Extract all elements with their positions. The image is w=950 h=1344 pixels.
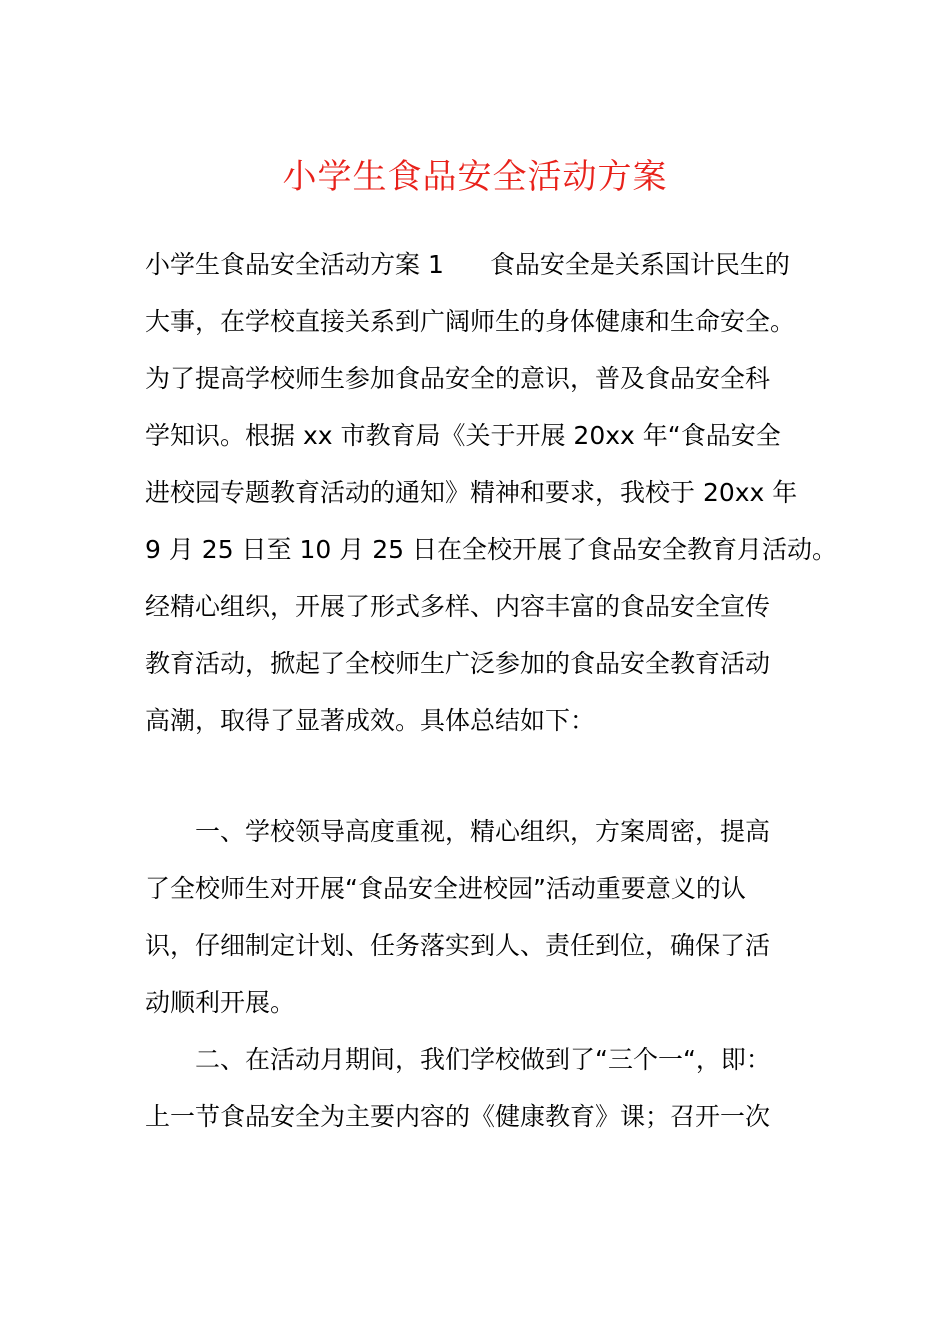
paragraph-line: 高潮，取得了显著成效。具体总结如下： [145,706,596,735]
paragraph-line: 进校园专题教育活动的通知》精神和要求，我校于 20xx 年 [145,478,798,507]
paragraph-line: 9 月 25 日至 10 月 25 日在全校开展了食品安全教育月活动。 [145,535,837,564]
paragraph-line: 大事，在学校直接关系到广阔师生的身体健康和生命安全。 [145,307,796,336]
paragraph-line: 动顺利开展。 [145,988,296,1017]
paragraph-line: 上一节食品安全为主要内容的《健康教育》课；召开一次 [145,1102,771,1131]
paragraph-line: 经精心组织，开展了形式多样、内容丰富的食品安全宣传 [145,592,771,621]
paragraph-line: 了全校师生对开展“食品安全进校园”活动重要意义的认 [145,874,746,903]
paragraph-line: 为了提高学校师生参加食品安全的意识，普及食品安全科 [145,364,771,393]
paragraph-line: 识，仔细制定计划、任务落实到人、责任到位，确保了活 [145,931,771,960]
paragraph-line: 学知识。根据 xx 市教育局《关于开展 20xx 年“食品安全 [145,421,781,450]
paragraph-line [145,245,790,285]
intro-text: 食品安全是关系国计民生的 [489,250,790,279]
intro-heading: 小学生食品安全活动方案 1 [145,250,444,279]
paragraph-line: 一、学校领导高度重视，精心组织，方案周密，提高 [195,817,771,846]
document-title: 小学生食品安全活动方案 [282,157,668,197]
paragraph-line: 二、在活动月期间，我们学校做到了“三个一“，即： [195,1045,771,1074]
paragraph-line: 教育活动，掀起了全校师生广泛参加的食品安全教育活动 [145,649,771,678]
